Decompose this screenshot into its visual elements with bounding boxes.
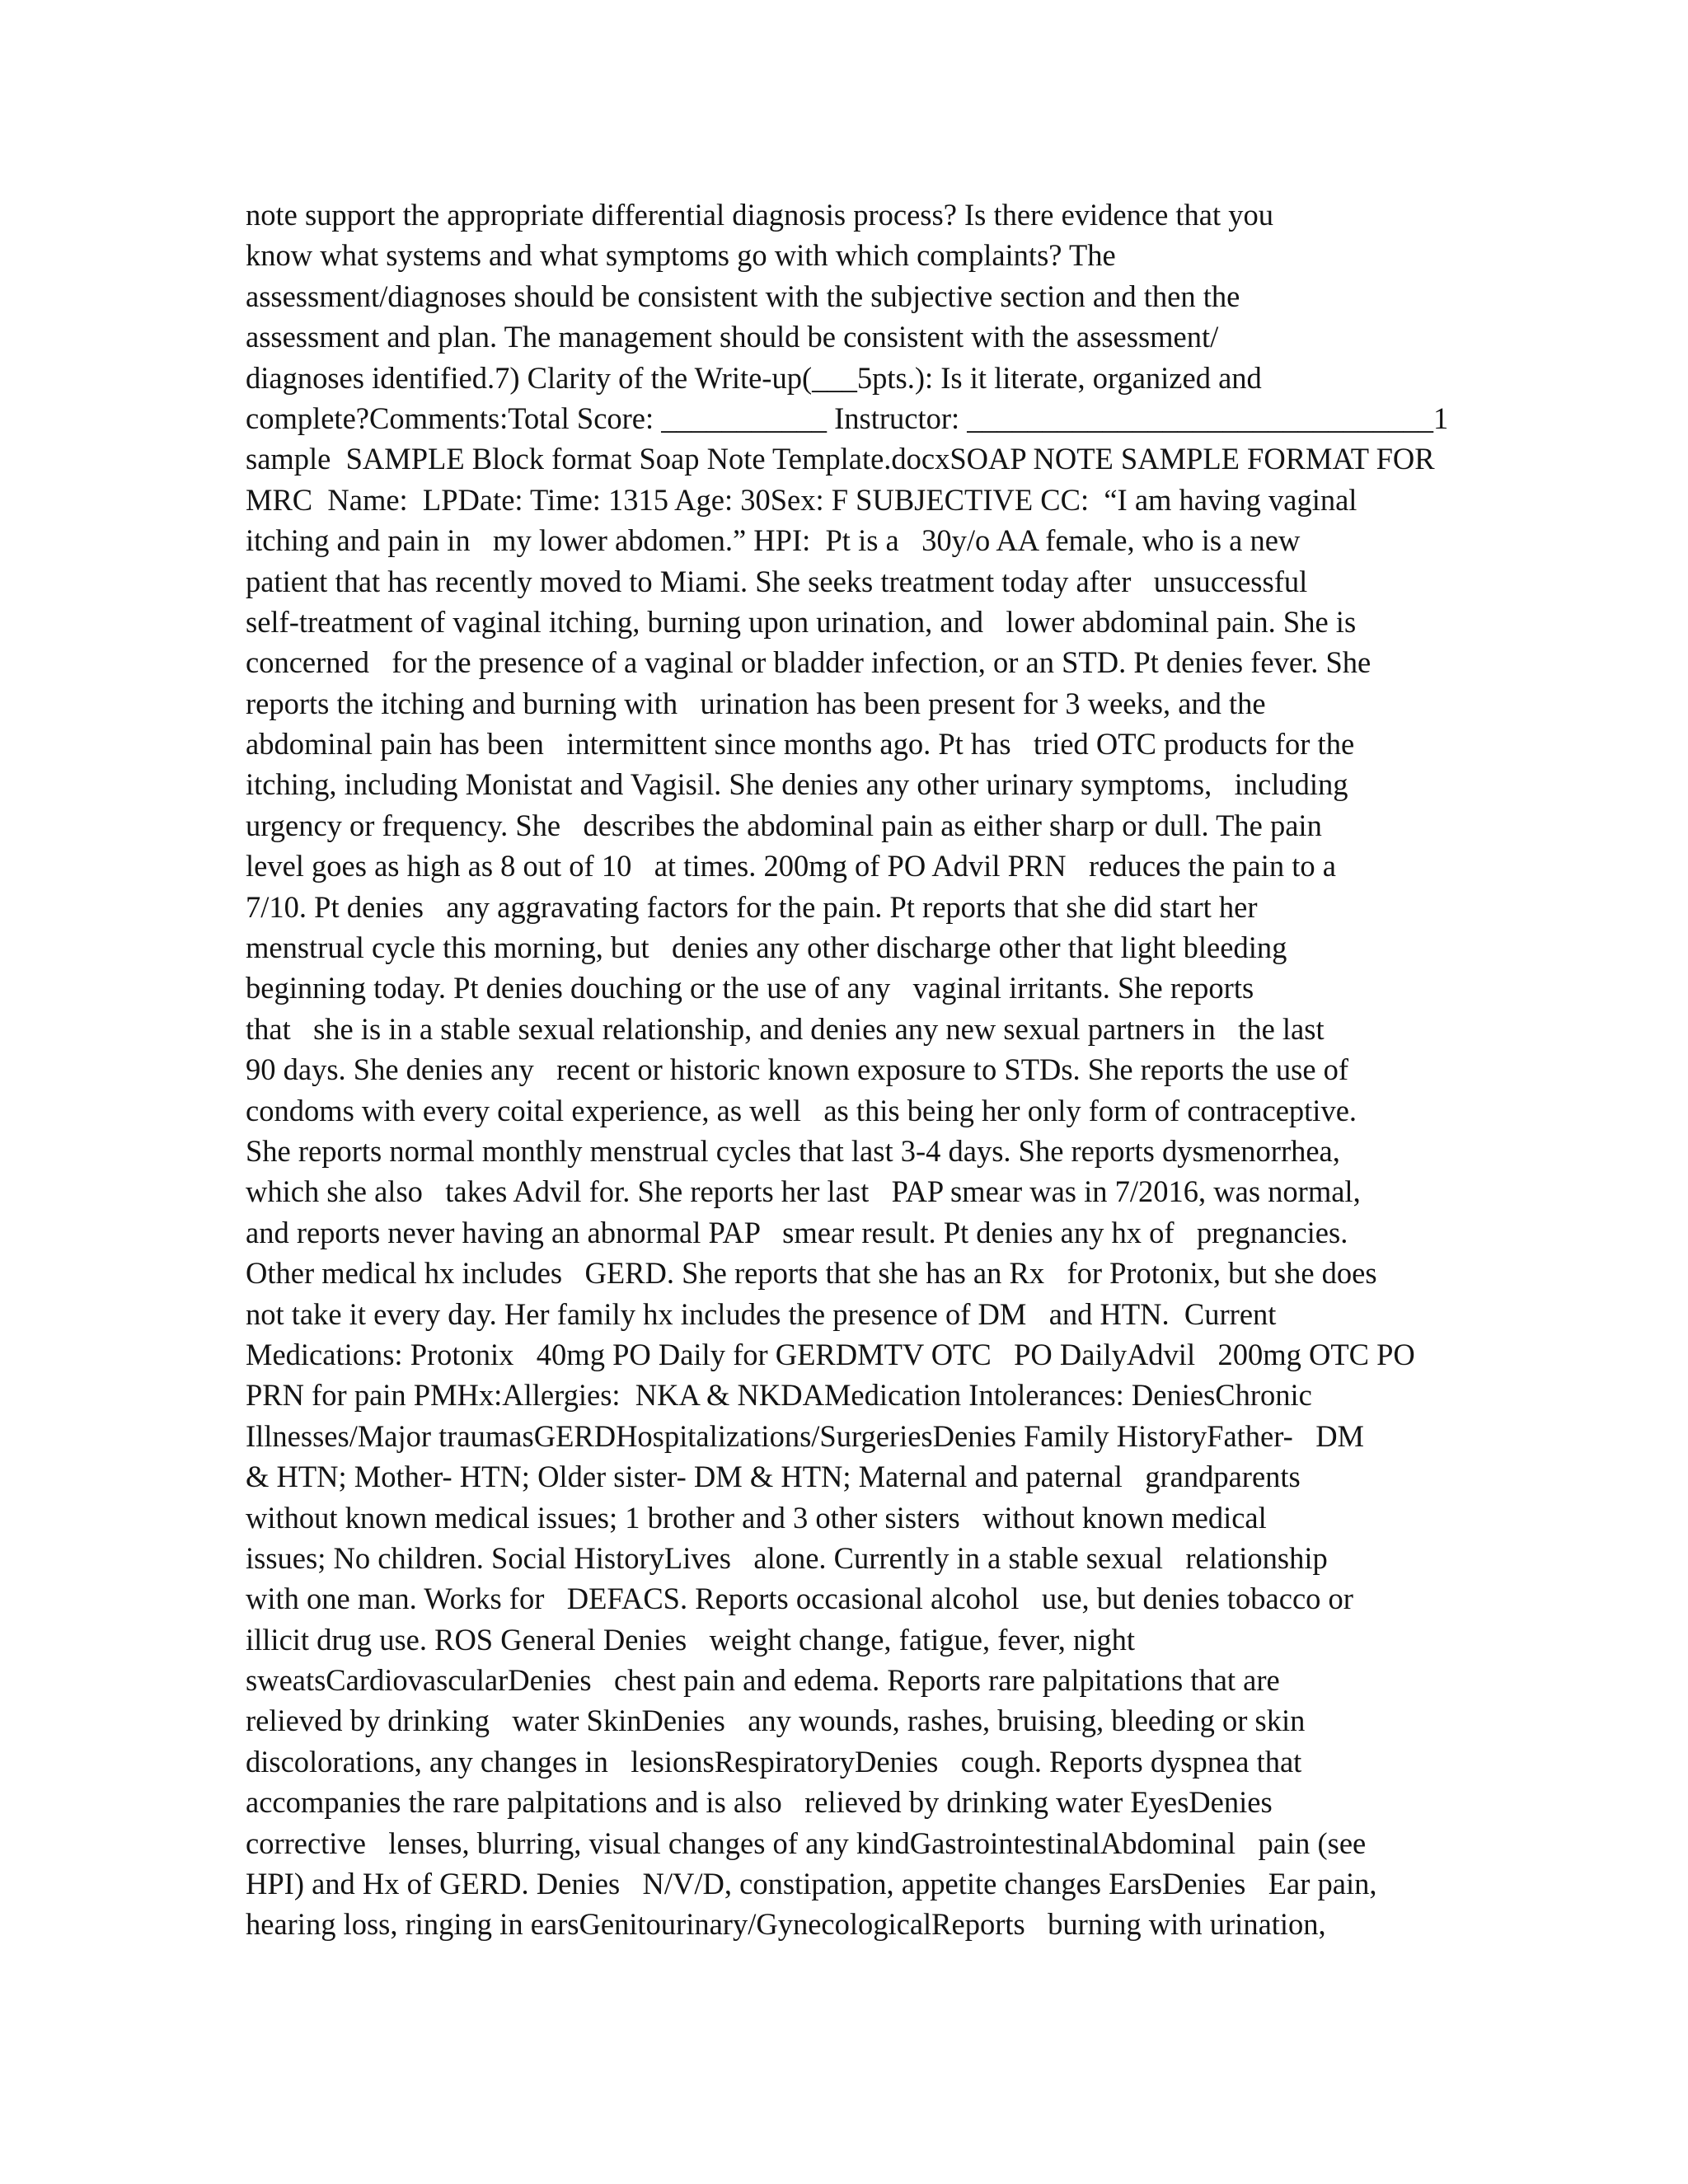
text-line: accompanies the rare palpitations and is also relieved by drinking water EyesDenies [246, 1785, 1273, 1820]
document-text [246, 194, 1449, 1945]
text-line: complete?Comments:Total Score: ___________ Instructor: _______________________________1 [246, 401, 1449, 435]
text-line: PRN for pain PMHx:Allergies: NKA & NKDAMedication Intolerances: DeniesChronic [246, 1378, 1312, 1413]
text-line: reports the itching and burning with urination has been present for 3 weeks, and the [246, 686, 1266, 720]
text-line: self-treatment of vaginal itching, burning upon urination, and lower abdominal pain. She is [246, 604, 1357, 639]
text-line: know what systems and what symptoms go with which complaints? The [246, 238, 1116, 273]
text-line: assessment/diagnoses should be consistent with the subjective section and then the [246, 279, 1240, 313]
text-line: abdominal pain has been intermittent since months ago. Pt has tried OTC products for the [246, 727, 1355, 762]
text-line: level goes as high as 8 out of 10 at times. 200mg of PO Advil PRN reduces the pain to a [246, 849, 1336, 883]
text-line: urgency or frequency. She describes the abdominal pain as either sharp or dull. The pain [246, 808, 1322, 842]
text-line: & HTN; Mother- HTN; Older sister- DM & HTN; Maternal and paternal grandparents [246, 1460, 1301, 1494]
text-line: Other medical hx includes GERD. She reports that she has an Rx for Protonix, but she does [246, 1256, 1377, 1291]
text-line: assessment and plan. The management should be consistent with the assessment/ [246, 320, 1219, 354]
text-line: itching, including Monistat and Vagisil. She denies any other urinary symptoms, including [246, 767, 1348, 802]
text-line: diagnoses identified.7) Clarity of the Write-up(___5pts.): Is it literate, organized and [246, 360, 1262, 395]
text-line: note support the appropriate differential diagnosis process? Is there evidence that you [246, 198, 1274, 232]
text-line: sample SAMPLE Block format Soap Note Template.docxSOAP NOTE SAMPLE FORMAT FOR [246, 442, 1435, 476]
text-line: that she is in a stable sexual relationship, and denies any new sexual partners in the last [246, 1011, 1325, 1046]
text-line: sweatsCardiovascularDenies chest pain and edema. Reports rare palpitations that are [246, 1663, 1280, 1698]
text-line: condoms with every coital experience, as well as this being her only form of contraceptive. [246, 1093, 1357, 1127]
text-line: hearing loss, ringing in earsGenitourinary/GynecologicalReports burning with urination, [246, 1907, 1326, 1942]
text-line: She reports normal monthly menstrual cycles that last 3-4 days. She reports dysmenorrhea, [246, 1133, 1340, 1168]
text-line: and reports never having an abnormal PAP smear result. Pt denies any hx of pregnancies. [246, 1215, 1348, 1249]
text-line: itching and pain in my lower abdomen.” HPI: Pt is a 30y/o AA female, who is a new [246, 523, 1301, 558]
text-line: HPI) and Hx of GERD. Denies N/V/D, constipation, appetite changes EarsDenies Ear pain, [246, 1867, 1377, 1901]
text-line: 7/10. Pt denies any aggravating factors for the pain. Pt reports that she did start her [246, 889, 1258, 924]
text-line: 90 days. She denies any recent or historic known exposure to STDs. She reports the use of [246, 1052, 1349, 1087]
text-line: corrective lenses, blurring, visual changes of any kindGastrointestinalAbdominal pain (see [246, 1825, 1367, 1860]
text-line: illicit drug use. ROS General Denies weight change, fatigue, fever, night [246, 1622, 1136, 1657]
text-line: relieved by drinking water SkinDenies any wounds, rashes, bruising, bleeding or skin [246, 1704, 1306, 1738]
text-line: with one man. Works for DEFACS. Reports occasional alcohol use, but denies tobacco or [246, 1582, 1353, 1616]
text-line: Illnesses/Major traumasGERDHospitalizations/SurgeriesDenies Family HistoryFather- DM [246, 1418, 1365, 1453]
text-line: which she also takes Advil for. She reports her last PAP smear was in 7/2016, was normal, [246, 1174, 1361, 1209]
text-line: discolorations, any changes in lesionsRespiratoryDenies cough. Reports dyspnea that [246, 1744, 1302, 1779]
text-line: MRC Name: LPDate: Time: 1315 Age: 30Sex: F SUBJECTIVE CC: “I am having vaginal [246, 482, 1357, 517]
text-line: not take it every day. Her family hx includes the presence of DM and HTN. Current [246, 1296, 1277, 1331]
text-line: menstrual cycle this morning, but denies any other discharge other that light bleeding [246, 930, 1287, 965]
text-line: patient that has recently moved to Miami. She seeks treatment today after unsuccessful [246, 564, 1308, 598]
text-line: without known medical issues; 1 brother and 3 other sisters without known medical [246, 1500, 1267, 1535]
text-line: Medications: Protonix 40mg PO Daily for GERDMTV OTC PO DailyAdvil 200mg OTC PO [246, 1337, 1415, 1371]
text-line: beginning today. Pt denies douching or the use of any vaginal irritants. She reports [246, 971, 1254, 1005]
text-line: concerned for the presence of a vaginal or bladder infection, or an STD. Pt denies fever. She [246, 645, 1372, 680]
text-line: issues; No children. Social HistoryLives alone. Currently in a stable sexual relationship [246, 1540, 1328, 1575]
